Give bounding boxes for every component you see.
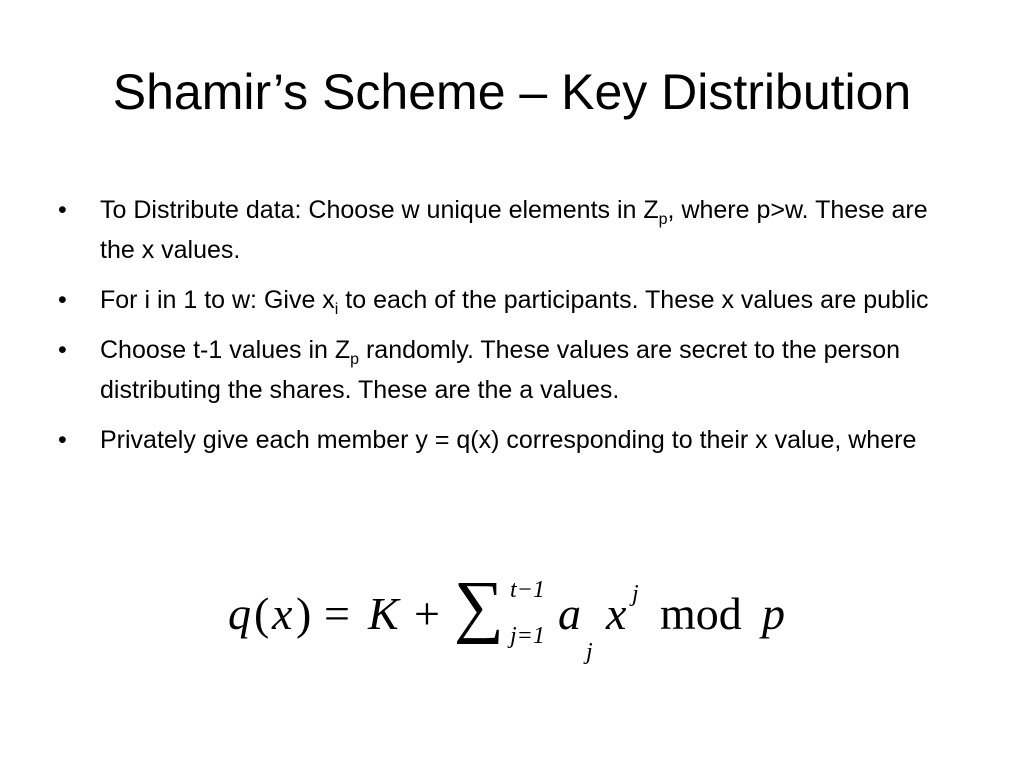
bullet-text-part: , where p>w. These are the x values. [100, 196, 928, 264]
bullet-text [100, 336, 900, 404]
bullet-dot-icon: • [58, 336, 67, 364]
bullet-text-part: For i in 1 to w: Give x [100, 286, 335, 314]
bullet-text [100, 426, 916, 454]
bullet-text-part: to each of the participants. These x values are public [338, 286, 929, 314]
bullet-dot-icon: • [58, 286, 67, 314]
formula-lower-limit: j=1 [510, 623, 545, 649]
slide-title: Shamir’s Scheme – Key Distribution [112, 64, 912, 120]
formula-q: q [228, 588, 251, 639]
formula-K: K [368, 588, 399, 639]
formula-sigma: ∑ [454, 568, 504, 645]
bullet-item [58, 190, 958, 270]
bullet-item [58, 280, 958, 320]
bullet-list [58, 190, 958, 470]
formula-p: p [762, 588, 785, 639]
formula-mod: mod [660, 588, 742, 639]
bullet-dot-icon: • [58, 196, 67, 224]
bullet-text-part: randomly. These values are secret to the person distributing the shares. These are the a values. [100, 336, 901, 404]
formula-exponent: j [632, 581, 639, 607]
formula-open-paren: ( [254, 588, 270, 639]
subscript: p [350, 351, 360, 368]
bullet-text-part: To Distribute data: Choose w unique elements in Z [100, 196, 659, 224]
bullet-dot-icon: • [58, 426, 67, 454]
bullet-item [58, 330, 958, 410]
formula [228, 568, 828, 675]
formula-upper-limit: t−1 [510, 577, 545, 603]
bullet-text-part: Privately give each member y = q(x) corresponding to their x value, where [100, 426, 917, 454]
formula-a-subscript: j [586, 639, 593, 665]
subscript: p [658, 211, 668, 228]
bullet-text [100, 286, 929, 318]
formula-x: x [272, 588, 293, 639]
bullet-text [100, 196, 928, 264]
subscript: i [334, 301, 339, 318]
formula-close-paren: ) [296, 588, 312, 639]
formula-plus: + [414, 588, 440, 639]
formula-equals: = [324, 588, 350, 639]
formula-x-power: x [606, 588, 627, 639]
formula-a: a [558, 588, 581, 639]
bullet-text-part: Choose t-1 values in Z [100, 336, 351, 364]
bullet-item [58, 420, 958, 460]
